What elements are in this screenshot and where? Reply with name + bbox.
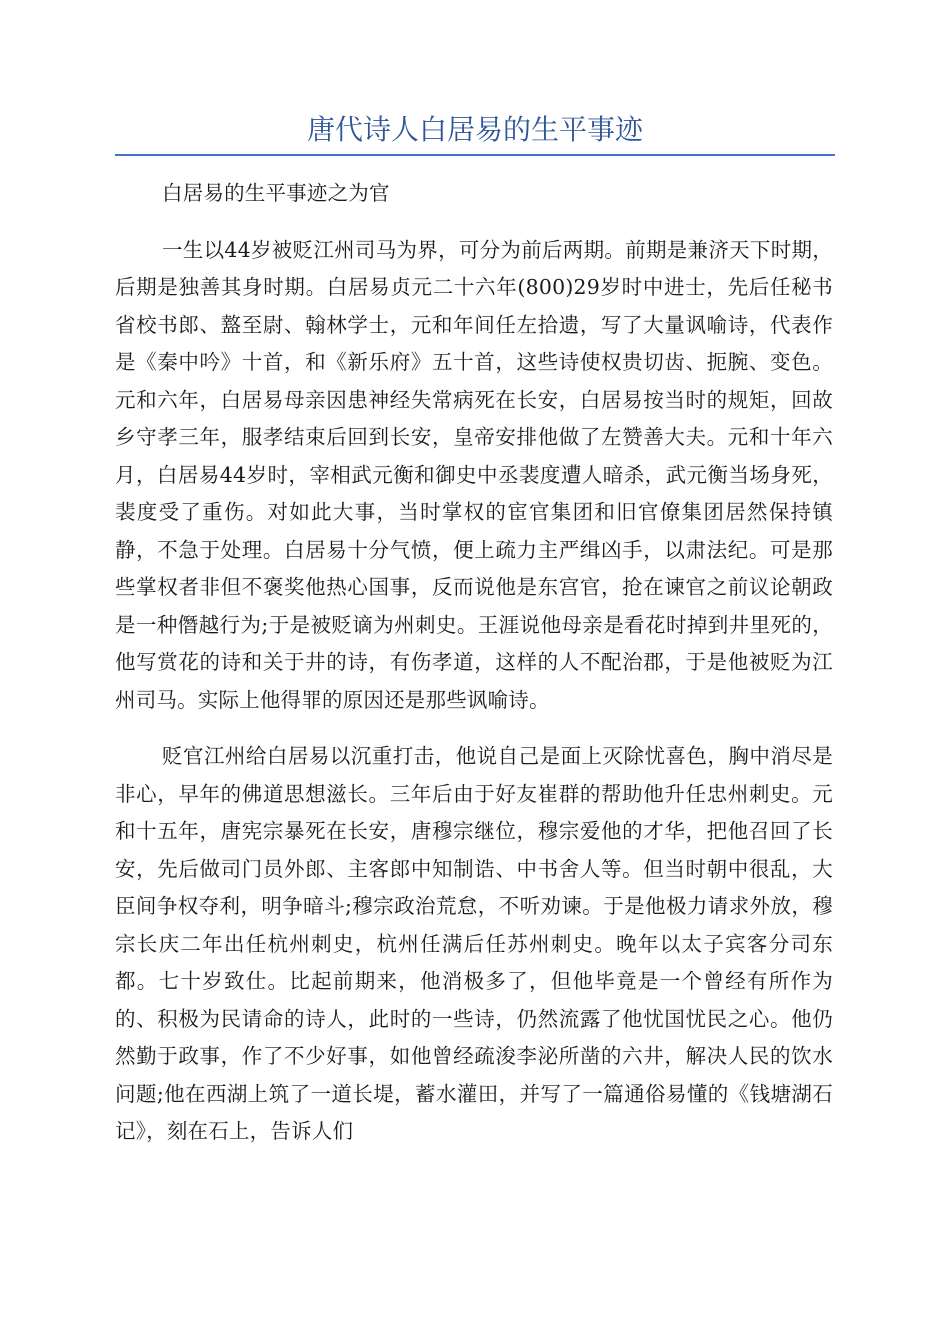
document-body xyxy=(115,175,833,1151)
spacer xyxy=(115,213,833,232)
spacer xyxy=(115,719,833,738)
section-subheading: 白居易的生平事迹之为官 xyxy=(162,181,390,205)
paragraph-1: 一生以44岁被贬江州司马为界，可分为前后两期。前期是兼济天下时期，后期是独善其身时期。白居易贞元二十六年(800)29岁时中进士，先后任秘书省校书郎、盩至尉、翰林学士，元和年间任左拾遗，写了大量讽喻诗，代表作是《秦中吟》十首，和《新乐府》五十首，这些诗使权贵切齿、扼腕、变色。元和六年，白居易母亲因患神经失常病死在长安，白居易按当时的规矩，回故乡守孝三年，服孝结束后回到长安，皇帝安排他做了左赞善大夫。元和十年六月，白居易44岁时，宰相武元衡和御史中丞裴度遭人暗杀，武元衡当场身死，裴度受了重伤。对如此大事，当时掌权的宦官集团和旧官僚集团居然保持镇静，不急于处理。白居易十分气愤，便上疏力主严缉凶手，以肃法纪。可是那些掌权者非但不褒奖他热心国事，反而说他是东宫官，抢在谏官之前议论朝政是一种僭越行为;于是被贬谪为州刺史。王涯说他母亲是看花时掉到井里死的，他写赏花的诗和关于井的诗，有伤孝道，这样的人不配治郡，于是他被贬为江州司马。实际上他得罪的原因还是那些讽喻诗。 xyxy=(115,237,833,712)
paragraph-2: 贬官江州给白居易以沉重打击，他说自己是面上灭除忧喜色，胸中消尽是非心，早年的佛道思想滋长。三年后由于好友崔群的帮助他升任忠州刺史。元和十五年，唐宪宗暴死在长安，唐穆宗继位，穆宗爱他的才华，把他召回了长安，先后做司门员外郎、主客郎中知制诰、中书舍人等。但当时朝中很乱，大臣间争权夺利，明争暗斗;穆宗政治荒怠，不听劝谏。于是他极力请求外放，穆宗长庆二年出任杭州刺史，杭州任满后任苏州刺史。晚年以太子宾客分司东都。七十岁致仕。比起前期来，他消极多了，但他毕竟是一个曾经有所作为的、积极为民请命的诗人，此时的一些诗，仍然流露了他忧国忧民之心。他仍然勤于政事，作了不少好事，如他曾经疏浚李泌所凿的六井，解决人民的饮水问题;他在西湖上筑了一道长堤，蓄水灌田，并写了一篇通俗易懂的《钱塘湖石记》，刻在石上，告诉人们 xyxy=(115,744,833,1143)
page-title: 唐代诗人白居易的生平事迹 xyxy=(306,113,643,146)
title-underline xyxy=(115,154,835,156)
